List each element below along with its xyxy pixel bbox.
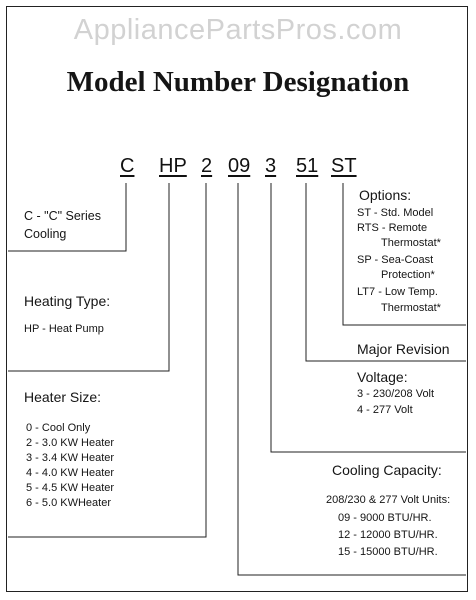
code-2: 2: [201, 155, 213, 177]
cooling-capacity-item-1: 12 - 12000 BTU/HR.: [338, 529, 438, 541]
series-line-2: Cooling: [24, 227, 67, 241]
heating-type-heading: Heating Type:: [24, 293, 111, 309]
series-line-1: C - "C" Series: [24, 209, 101, 223]
options-line-1: RTS - Remote: [357, 222, 428, 234]
heater-size-heading: Heater Size:: [24, 389, 102, 405]
heater-size-item-1: 2 - 3.0 KW Heater: [26, 437, 115, 449]
heater-size-item-3: 4 - 4.0 KW Heater: [26, 467, 115, 479]
heater-size-item-5: 6 - 5.0 KWHeater: [26, 497, 111, 509]
code-51: 51: [296, 155, 319, 177]
cooling-capacity-item-0: 09 - 9000 BTU/HR.: [338, 512, 432, 524]
options-line-5: LT7 - Low Temp.: [357, 286, 438, 298]
heater-size-item-4: 5 - 4.5 KW Heater: [26, 482, 115, 494]
options-line-6: Thermostat*: [381, 302, 441, 314]
cooling-capacity-item-2: 15 - 15000 BTU/HR.: [338, 546, 438, 558]
heater-size-item-0: 0 - Cool Only: [26, 422, 91, 434]
options-line-3: SP - Sea-Coast: [357, 254, 434, 266]
options-line-0: ST - Std. Model: [357, 207, 434, 219]
code-09: 09: [228, 155, 251, 177]
cooling-capacity-heading: Cooling Capacity:: [332, 462, 442, 478]
options-heading: Options:: [359, 187, 412, 203]
options-line-4: Protection*: [381, 269, 435, 281]
major-revision-heading: Major Revision: [357, 341, 450, 357]
options-line-2: Thermostat*: [381, 237, 441, 249]
code-st: ST: [331, 155, 357, 177]
code-3: 3: [265, 155, 277, 177]
voltage-item-1: 4 - 277 Volt: [357, 404, 413, 416]
voltage-item-0: 3 - 230/208 Volt: [357, 388, 435, 400]
cooling-capacity-subheading: 208/230 & 277 Volt Units:: [326, 494, 451, 506]
code-c: C: [120, 155, 135, 177]
page-title: Model Number Designation: [66, 66, 410, 98]
heater-size-item-2: 3 - 3.4 KW Heater: [26, 452, 115, 464]
heating-type-item: HP - Heat Pump: [24, 323, 104, 335]
code-hp: HP: [159, 155, 187, 177]
voltage-heading: Voltage:: [357, 369, 408, 385]
watermark: AppliancePartsPros.com: [73, 14, 403, 46]
